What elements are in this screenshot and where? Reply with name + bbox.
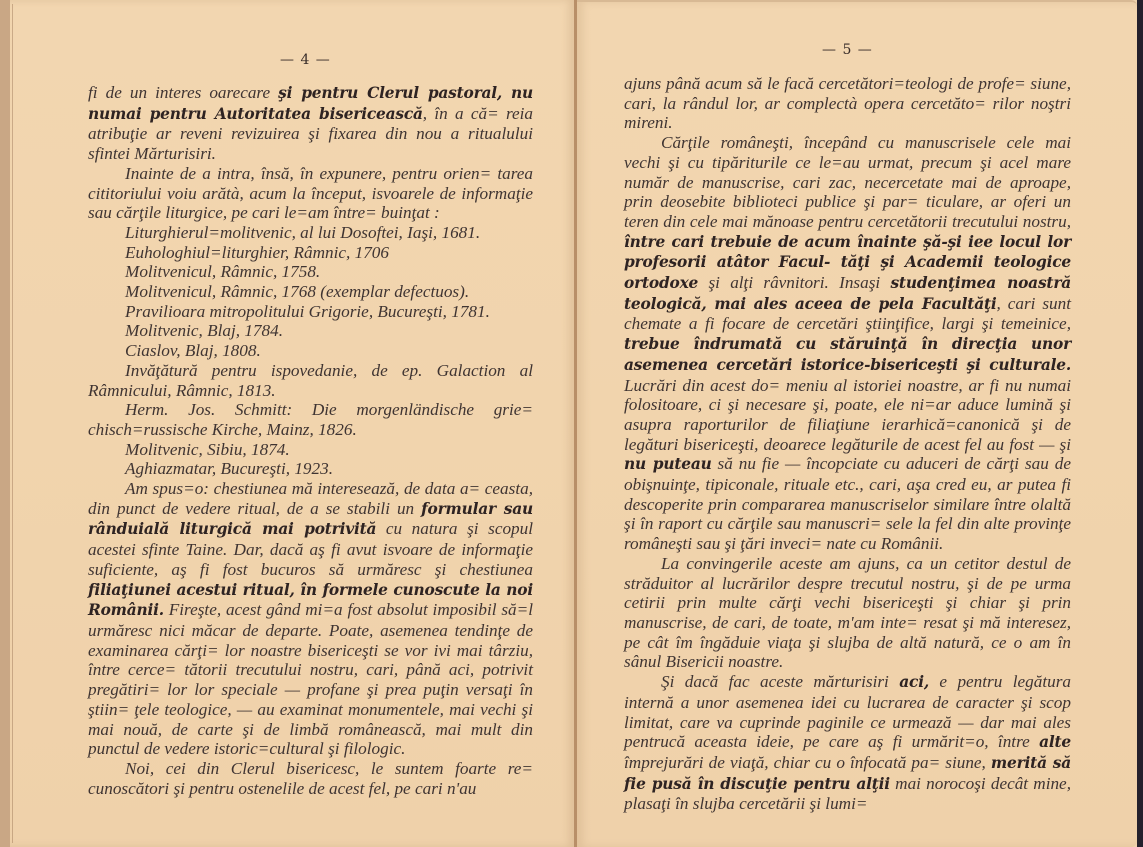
text-run: şi alţi râvnitori. Insaşi bbox=[698, 273, 891, 293]
right-page-text bbox=[624, 74, 1071, 814]
text-run: e pentru legătura internă a unor asemenea idei cu lucrarea de caracter şi scop limitat, care va cuprinde paginile ce urmează — dar mai ales pentrucă aceasta ideie, pe care aş fi urmărit=o, între bbox=[624, 672, 1071, 752]
text-run: să nu fie — încopciate cu aduceri de cărţi sau de obişnuinţe, tipiconale, rituale etc., cari, aşa cred eu, ar putea fi descoperite prin compararea manuscriselor similare între olaltă şi în raport cu cărţile sau manuscri= sele la fel din alte provinţe româneşti sau şi ţări inveci= nate cu Românii. bbox=[624, 454, 1072, 554]
source-item: Euhologhiul=liturghier, Râmnic, 1706 bbox=[125, 242, 389, 262]
paragraph bbox=[624, 133, 1071, 554]
emphasized-text: alte bbox=[1039, 733, 1071, 752]
paragraph bbox=[88, 164, 533, 223]
emphasized-text: între cari trebuie de acum înainte şă-şi iee locul lor profesorii atâtor Facul- tăţi şi Academii teologice ortodoxe bbox=[624, 232, 1071, 293]
text-run: cu natura şi scopul acestei sfinte Taine. Dar, dacă aş fi avut isvoare de informaţie suficiente, aş fi fost bucuros să urmăresc şi chestiunea bbox=[88, 519, 533, 579]
source-item: Molitvenic, Blaj, 1784. bbox=[125, 321, 283, 341]
source-item: Molitvenicul, Râmnic, 1758. bbox=[125, 262, 321, 282]
text-run: Inainte de a intra, însă, în expunere, pentru orien= tarea cititoriului voiu arătà, acum la început, isvoarele de informaţie sau cărţile liturgice, pe cari le=am între= buinţat : bbox=[88, 163, 533, 223]
paragraph bbox=[88, 759, 533, 798]
emphasized-text: studenţimea noastră teologică, mai ales aceea de pela Facultăţi bbox=[624, 274, 1071, 313]
text-run: Lucrări din acest do= meniu al istoriei noastre, ar fi nu numai folositoare, ci şi necesare şi, poate, ele ni=ar aduce lumină şi asupra raporturilor de filiaţiune ierarhică=canonică şi de legături bisericeşti, deoarece legăturile de acest fel au fost — şi bbox=[624, 375, 1071, 454]
left-page-text bbox=[88, 83, 533, 798]
emphasized-text: filiaţiunei acestui ritual, în formele cunoscute la noi Românii. bbox=[88, 580, 533, 620]
text-run: Noi, cei din Clerul bisericesc, le suntem foarte re= cunoscători şi pentru ostenelile de acest fel, pe cari n'au bbox=[88, 758, 533, 798]
paragraph bbox=[624, 554, 1071, 672]
text-run: fi de un interes oarecare bbox=[88, 83, 279, 102]
text-run: Fireşte, acest gând mi=a fost absolut imposibil să=l urmăresc nici măcar de departe. Poate, asemenea tendinţe de examinarea cărţi= lor noastre bisericeşti se vor ivi mai târziu, între cerce= tătorii trecutului nostru, cari, până aci, potrivit pregătiri= lor lor speciale — profane şi prea puţin versaţi în ştiin= ţele teologice, — au examinat monumentele, mai vechi şi mai nouă, de carte şi de limbă românească, mai mult din punctul de vedere istoric=cultural şi filologic. bbox=[88, 600, 533, 759]
right-body-paragraphs bbox=[624, 74, 1071, 814]
text-run: , cari sunt chemate a fi focare de cercetări ştiinţifice, largi şi temeinice, bbox=[624, 293, 1071, 334]
source-list bbox=[88, 223, 533, 479]
page-number-right: — 5 — bbox=[822, 42, 873, 58]
text-run: mai norocoşi decât mine, plasaţi în slujba cercetării şi lumi= bbox=[624, 773, 1071, 814]
source-item: Liturghierul=molitvenic, al lui Dosoftei, Iaşi, 1681. bbox=[125, 222, 481, 242]
emphasized-text: nu puteau bbox=[624, 455, 712, 474]
source-item: Herm. Jos. Schmitt: Die morgenländische grie= chisch=russische Kirche, Mainz, 1826. bbox=[88, 400, 533, 439]
text-run: ajuns până acum să le facă cercetători=teologi de profe= siune, cari, la rândul lor, ar complectà opera cercetăto= rilor noştri mireni. bbox=[624, 74, 1071, 133]
source-item: Aghiazmatar, Bucureşti, 1923. bbox=[125, 459, 333, 479]
left-body-paragraphs bbox=[88, 479, 533, 798]
text-run: împrejurări de viaţă, chiar cu o înfocată pa= siune, bbox=[624, 752, 991, 772]
text-run: Cărţile româneşti, începând cu manuscrisele cele mai vechi şi cu tipăriturile ce le=au urmat, precum şi acel mare număr de manuscrise, cari zac, necercetate mai de aproape, prin deosebite biblioteci publice şi par= ticulare, ar oferi un teren din cele mai mănoase pentru cercetătorii trecutului nostru, bbox=[624, 133, 1071, 231]
source-item: Ciaslov, Blaj, 1808. bbox=[125, 341, 261, 361]
paragraph bbox=[624, 74, 1071, 133]
emphasized-text: merită să fie pusă în discuţie pentru alţii bbox=[624, 753, 1072, 793]
text-run: Am spus=o: chestiunea mă interesează, de data a= ceasta, din punct de vedere ritual, de a se stabili un bbox=[88, 479, 533, 518]
paper-spot bbox=[140, 790, 144, 794]
paragraph bbox=[88, 479, 533, 759]
emphasized-text: formular sau rânduială liturgică mai potrivită bbox=[88, 499, 534, 539]
emphasized-text: şi pentru Clerul pastoral, nu numai pentru Autoritatea bisericească bbox=[88, 84, 533, 123]
right-page bbox=[577, 0, 1137, 847]
text-run: Şi dacă fac aceste mărturisiri bbox=[661, 672, 900, 692]
source-item: Pravilioara mitropolitului Grigorie, Bucureşti, 1781. bbox=[125, 301, 490, 321]
emphasized-text: trebue îndrumată cu stăruinţă în direcţia unor asemenea cercetări istorice-bisericeşti şi culturale. bbox=[624, 335, 1071, 374]
source-item: Invăţătură pentru ispovedanie, de ep. Galaction al Râmnicului, Râmnic, 1813. bbox=[88, 360, 533, 400]
paragraph bbox=[88, 83, 533, 164]
source-item: Molitvenicul, Râmnic, 1768 (exemplar defectuos). bbox=[125, 282, 470, 302]
paragraph bbox=[624, 672, 1071, 814]
page-number-left: — 4 — bbox=[280, 52, 331, 68]
left-intro-paragraphs bbox=[88, 83, 533, 223]
text-run: La convingerile aceste am ajuns, ca un cetitor destul de străduitor al lucrărilor despre trecutul nostru, şi de pe urma cetirii prin multe cărţi vechi bisericeşti şi chiar şi prin manuscrise, de cari, de toate, m'am inte= resat şi mă interesez, pe cât îm îngăduie viaţa şi slujba de altă natură, ce o am în sânul Bisericii noastre. bbox=[624, 553, 1071, 672]
background-edge bbox=[1137, 0, 1143, 847]
source-item: Molitvenic, Sibiu, 1874. bbox=[125, 439, 290, 459]
emphasized-text: aci, bbox=[899, 673, 929, 692]
text-run: , în a că= reia atribuţie ar reveni revizuirea şi fixarea din nou a ritualului sfintei Mărturisiri. bbox=[88, 103, 533, 164]
